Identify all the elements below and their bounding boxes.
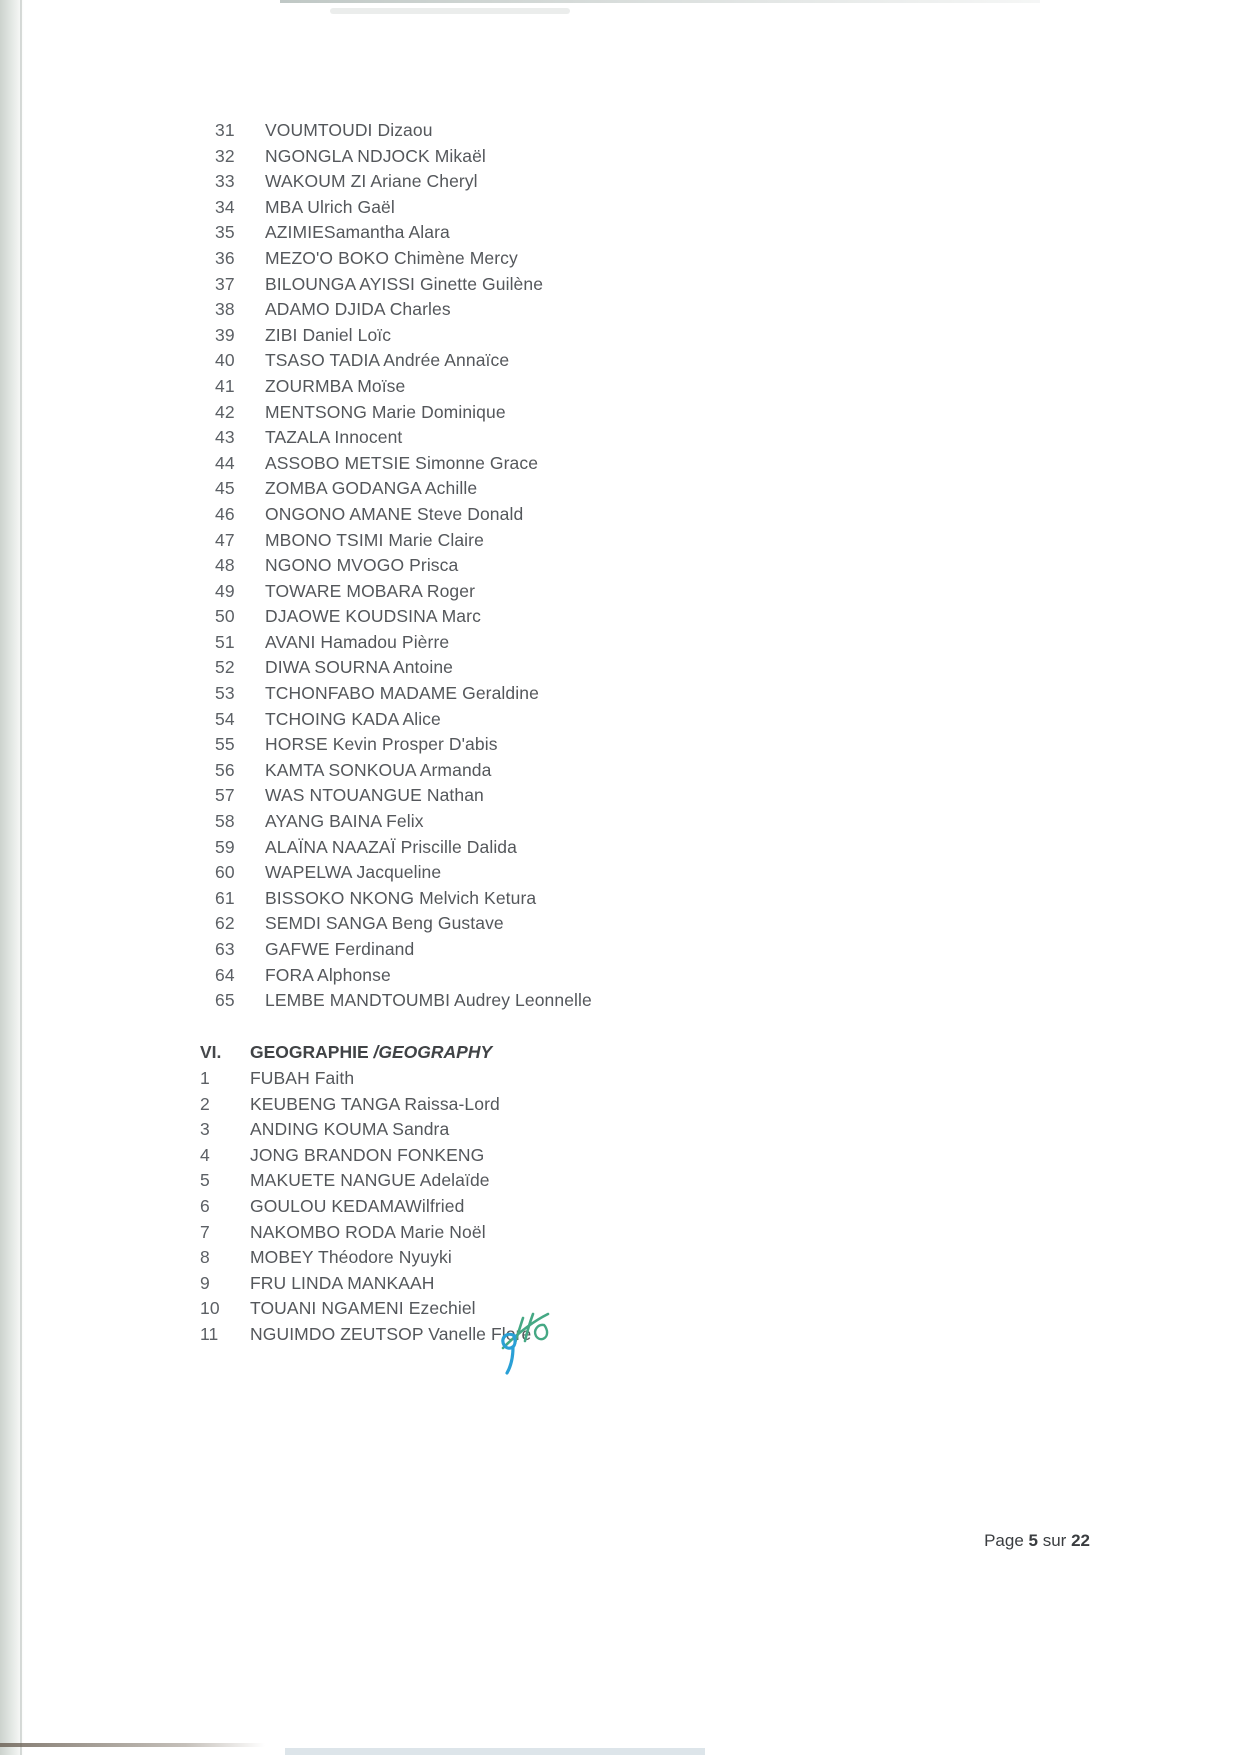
item-name: AYANG BAINA Felix — [265, 811, 424, 832]
scan-top-smudge — [330, 8, 570, 14]
list-item — [215, 681, 592, 707]
item-number: 51 — [215, 631, 235, 652]
item-name: BISSOKO NKONG Melvich Ketura — [265, 887, 537, 908]
item-number: 32 — [215, 145, 235, 166]
item-name: ADAMO DJIDA Charles — [265, 299, 451, 320]
item-number: 37 — [215, 273, 235, 294]
list-item — [215, 374, 592, 400]
item-name: ASSOBO METSIE Simonne Grace — [265, 452, 539, 473]
item-name: JONG BRANDON FONKENG — [250, 1144, 485, 1165]
item-number: 6 — [200, 1195, 210, 1216]
item-number: 33 — [215, 171, 235, 192]
list-item — [200, 1245, 531, 1271]
list-item — [215, 963, 592, 989]
item-number: 7 — [200, 1221, 210, 1242]
item-number: 1 — [200, 1068, 210, 1088]
item-name: ZIBI Daniel Loïc — [265, 324, 392, 345]
list-item — [215, 758, 592, 784]
item-name: ALAÏNA NAAZAÏ Priscille Dalida — [265, 836, 517, 857]
item-number: 38 — [215, 299, 235, 320]
item-number: 55 — [215, 734, 235, 755]
item-name: TOWARE MOBARA Roger — [265, 580, 476, 601]
item-name: WAS NTOUANGUE Nathan — [265, 785, 484, 806]
item-name: KEUBENG TANGA Raissa-Lord — [250, 1093, 500, 1114]
item-number: 50 — [215, 606, 235, 627]
item-name: MEZO'O BOKO Chimène Mercy — [265, 247, 518, 268]
item-name: WAPELWA Jacqueline — [265, 862, 442, 883]
item-name: TCHOING KADA Alice — [265, 708, 441, 729]
section-heading-geography — [200, 1040, 492, 1066]
item-name: MOBEY Théodore Nyuyki — [250, 1247, 452, 1268]
list-item — [215, 169, 592, 195]
item-name: MAKUETE NANGUE Adelaïde — [250, 1170, 490, 1191]
item-number: 52 — [215, 657, 235, 678]
page-footer — [870, 1531, 1090, 1551]
list-item — [215, 451, 592, 477]
item-name: MBA Ulrich Gaël — [265, 196, 395, 217]
list-item — [215, 937, 592, 963]
item-number: 53 — [215, 683, 235, 704]
item-number: 4 — [200, 1144, 210, 1165]
item-number: 42 — [215, 401, 235, 422]
list-item — [215, 579, 592, 605]
item-name: LEMBE MANDTOUMBI Audrey Leonnelle — [265, 990, 592, 1011]
list-item — [215, 860, 592, 886]
footer-page-total: 22 — [1071, 1531, 1090, 1550]
list-item — [200, 1117, 531, 1143]
item-number: 46 — [215, 503, 235, 524]
list-item — [215, 783, 592, 809]
item-number: 3 — [200, 1119, 210, 1140]
item-number: 64 — [215, 964, 235, 985]
section-title-french: GEOGRAPHIE — [250, 1042, 369, 1062]
list-item — [200, 1066, 531, 1092]
scan-edge-left-line — [20, 0, 22, 1755]
footer-label-sur: sur — [1042, 1531, 1067, 1550]
list-item — [215, 323, 592, 349]
list-item — [215, 707, 592, 733]
list-item — [215, 528, 592, 554]
item-number: 57 — [215, 785, 235, 806]
item-number: 41 — [215, 375, 235, 396]
item-name: SEMDI SANGA Beng Gustave — [265, 913, 504, 934]
list-item — [200, 1143, 531, 1169]
item-name: HORSE Kevin Prosper D'abis — [265, 734, 498, 755]
item-number: 36 — [215, 247, 235, 268]
list-item — [200, 1194, 531, 1220]
item-number: 63 — [215, 939, 235, 959]
list-item — [215, 272, 592, 298]
item-number: 54 — [215, 708, 235, 729]
list-item — [200, 1092, 531, 1118]
list-item — [215, 400, 592, 426]
item-name: MBONO TSIMI Marie Claire — [265, 529, 484, 550]
item-number: 59 — [215, 836, 235, 857]
item-number: 35 — [215, 222, 235, 243]
list-item — [215, 655, 592, 681]
item-number: 48 — [215, 555, 235, 576]
item-number: 56 — [215, 759, 235, 780]
item-number: 44 — [215, 452, 235, 473]
item-name: DIWA SOURNA Antoine — [265, 657, 453, 678]
list-item — [215, 118, 592, 144]
scan-edge-bottom-strip — [285, 1748, 705, 1755]
list-item — [215, 886, 592, 912]
item-name: ZOURMBA Moïse — [265, 375, 406, 396]
list-item — [215, 246, 592, 272]
item-number: 47 — [215, 529, 235, 550]
list-item — [215, 144, 592, 170]
item-number: 5 — [200, 1170, 210, 1191]
item-name: ANDING KOUMA Sandra — [250, 1119, 450, 1140]
item-number: 60 — [215, 862, 235, 883]
item-name: FUBAH Faith — [250, 1068, 355, 1088]
list-item — [200, 1322, 531, 1348]
list-item — [215, 220, 592, 246]
list-item — [200, 1296, 531, 1322]
footer-page-number: 5 — [1028, 1531, 1038, 1550]
item-name: KAMTA SONKOUA Armanda — [265, 759, 492, 780]
item-number: 31 — [215, 120, 235, 140]
item-number: 61 — [215, 887, 235, 908]
scan-edge-bottom-left — [0, 1743, 265, 1747]
list-item — [200, 1220, 531, 1246]
item-name: FRU LINDA MANKAAH — [250, 1272, 435, 1293]
list-item — [200, 1168, 531, 1194]
list-item — [215, 476, 592, 502]
item-name: MENTSONG Marie Dominique — [265, 401, 506, 422]
item-name: TOUANI NGAMENI Ezechiel — [250, 1298, 476, 1319]
item-name: AVANI Hamadou Pièrre — [265, 631, 450, 652]
item-number: 39 — [215, 324, 235, 345]
item-name: TCHONFABO MADAME Geraldine — [265, 683, 539, 704]
item-number: 11 — [200, 1323, 219, 1344]
list-item — [215, 348, 592, 374]
candidate-list-31-65 — [215, 118, 592, 1014]
list-item — [215, 835, 592, 861]
item-name: GOULOU KEDAMAWilfried — [250, 1195, 465, 1216]
item-number: 40 — [215, 350, 235, 371]
item-number: 65 — [215, 990, 235, 1011]
item-number: 49 — [215, 580, 235, 601]
item-number: 8 — [200, 1247, 210, 1268]
list-item — [215, 911, 592, 937]
list-item — [215, 297, 592, 323]
item-name: NGONGLA NDJOCK Mikaël — [265, 145, 486, 166]
item-name: VOUMTOUDI Dizaou — [265, 120, 433, 140]
item-name: WAKOUM ZI Ariane Cheryl — [265, 171, 478, 192]
section-title-english: /GEOGRAPHY — [373, 1042, 493, 1062]
item-number: 2 — [200, 1093, 210, 1114]
list-item — [215, 195, 592, 221]
footer-label-page: Page — [984, 1531, 1024, 1550]
list-item — [215, 502, 592, 528]
item-name: FORA Alphonse — [265, 964, 391, 985]
geography-candidate-list — [200, 1066, 531, 1348]
section-number: VI. — [200, 1042, 222, 1062]
list-item — [215, 809, 592, 835]
item-name: TSASO TADIA Andrée Annaïce — [265, 350, 510, 371]
item-number: 9 — [200, 1272, 210, 1293]
item-name: NGONO MVOGO Prisca — [265, 555, 459, 576]
list-item — [215, 604, 592, 630]
item-name: BILOUNGA AYISSI Ginette Guilène — [265, 273, 544, 294]
item-number: 34 — [215, 196, 235, 217]
scan-edge-top-line — [280, 0, 1040, 3]
list-item — [215, 732, 592, 758]
list-item — [215, 988, 592, 1014]
list-item — [200, 1271, 531, 1297]
item-name: GAFWE Ferdinand — [265, 939, 415, 959]
item-number: 62 — [215, 913, 235, 934]
item-name: DJAOWE KOUDSINA Marc — [265, 606, 481, 627]
item-name: TAZALA Innocent — [265, 427, 403, 448]
item-name: AZIMIESamantha Alara — [265, 222, 450, 243]
item-number: 45 — [215, 478, 235, 499]
list-item — [215, 553, 592, 579]
item-name: ZOMBA GODANGA Achille — [265, 478, 478, 499]
item-number: 43 — [215, 427, 235, 448]
list-item — [215, 425, 592, 451]
item-name: NGUIMDO ZEUTSOP Vanelle Flore — [250, 1323, 532, 1344]
item-name: ONGONO AMANE Steve Donald — [265, 503, 524, 524]
item-name: NAKOMBO RODA Marie Noël — [250, 1221, 486, 1242]
item-number: 58 — [215, 811, 235, 832]
handwritten-paraph-icon — [497, 1302, 567, 1378]
item-number: 10 — [200, 1298, 220, 1319]
list-item — [215, 630, 592, 656]
